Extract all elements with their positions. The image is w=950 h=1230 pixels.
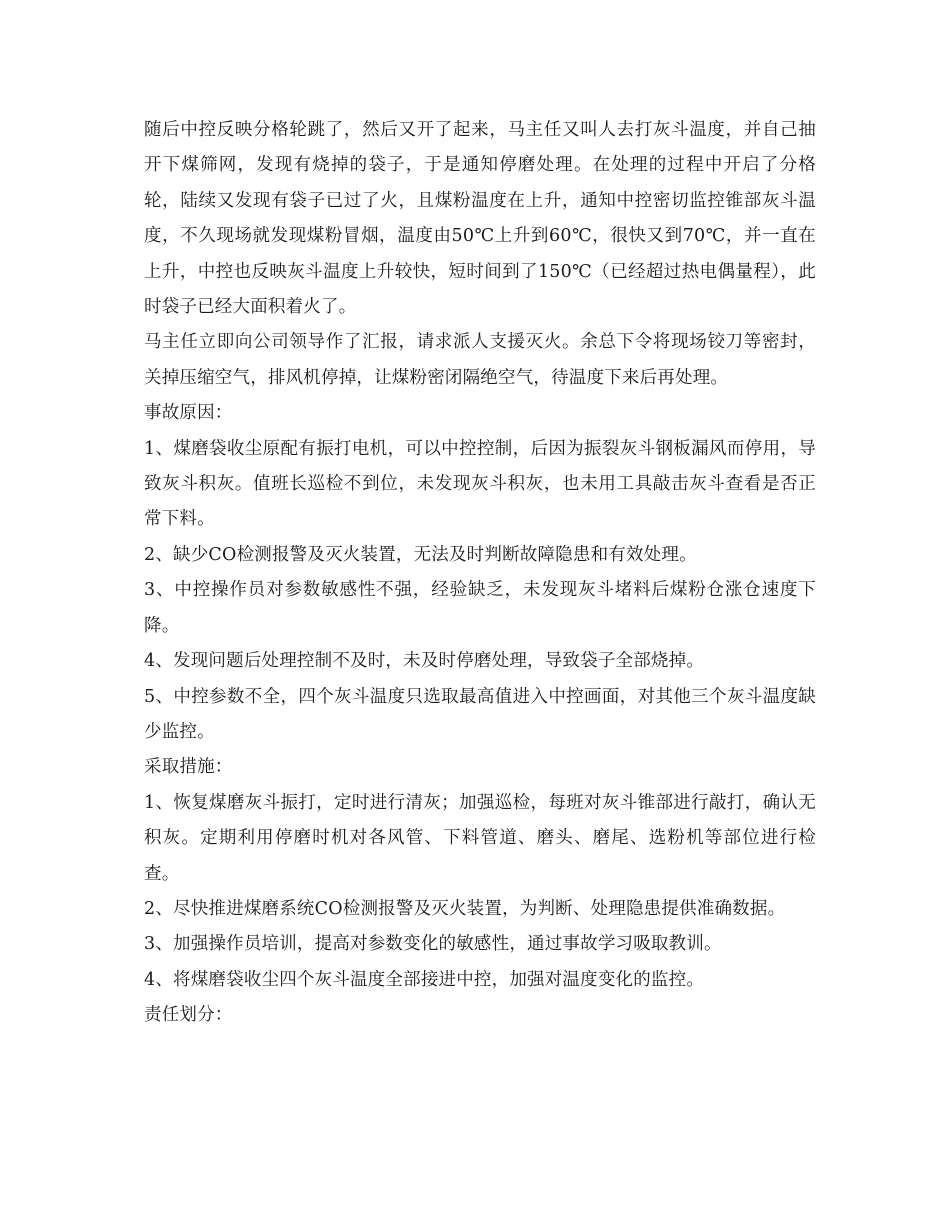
paragraph-emergency-response: 马主任立即向公司领导作了汇报，请求派人支援灭火。余总下令将现场铰刀等密封，关掉压缩空气，排风机停掉，让煤粉密闭隔绝空气，待温度下来后再处理。 xyxy=(144,332,816,388)
cause-item-1: 1、煤磨袋收尘原配有振打电机，可以中控控制，后因为振裂灰斗钢板漏风而停用，导致灰斗积灰。值班长巡检不到位，未发现灰斗积灰，也未用工具敲击灰斗查看是否正常下料。 xyxy=(144,438,816,530)
heading-measures: 采取措施： xyxy=(144,757,233,778)
paragraph-incident-narrative: 随后中控反映分格轮跳了，然后又开了起来，马主任又叫人去打灰斗温度，并自己抽开下煤筛网，发现有烧掉的袋子，于是通知停磨处理。在处理的过程中开启了分格轮，陆续又发现有袋子已过了火，且煤粉温度在上升，通知中控密切监控锥部灰斗温度，不久现场就发现煤粉冒烟，温度由50℃上升到60℃，很快又到70℃，并一直在上升，中控也反映灰斗温度上升较快，短时间到了150℃（已经超过热电偶量程），此时袋子已经大面积着火了。 xyxy=(144,120,816,318)
measure-item-4: 4、将煤磨袋收尘四个灰斗温度全部接进中控，加强对温度变化的监控。 xyxy=(144,969,705,990)
measure-item-1: 1、恢复煤磨灰斗振打，定时进行清灰；加强巡检，每班对灰斗锥部进行敲打，确认无积灰。定期利用停磨时机对各风管、下料管道、磨头、磨尾、选粉机等部位进行检查。 xyxy=(144,792,816,884)
measure-item-3: 3、加强操作员培训，提高对参数变化的敏感性，通过事故学习吸取教训。 xyxy=(144,934,722,955)
heading-accident-causes: 事故原因： xyxy=(144,403,233,424)
heading-responsibility: 责任划分： xyxy=(144,1005,233,1026)
cause-item-4: 4、发现问题后处理控制不及时，未及时停磨处理，导致袋子全部烧掉。 xyxy=(144,651,705,672)
cause-item-2: 2、缺少CO检测报警及灭火装置，无法及时判断故障隐患和有效处理。 xyxy=(144,544,697,565)
cause-item-3: 3、中控操作员对参数敏感性不强，经验缺乏，未发现灰斗堵料后煤粉仓涨仓速度下降。 xyxy=(144,580,816,636)
measure-item-2: 2、尽快推进煤磨系统CO检测报警及灭火装置，为判断、处理隐患提供准确数据。 xyxy=(144,898,786,919)
document-body xyxy=(144,113,816,1034)
cause-item-5: 5、中控参数不全，四个灰斗温度只选取最高值进入中控画面，对其他三个灰斗温度缺少监控。 xyxy=(144,686,816,742)
